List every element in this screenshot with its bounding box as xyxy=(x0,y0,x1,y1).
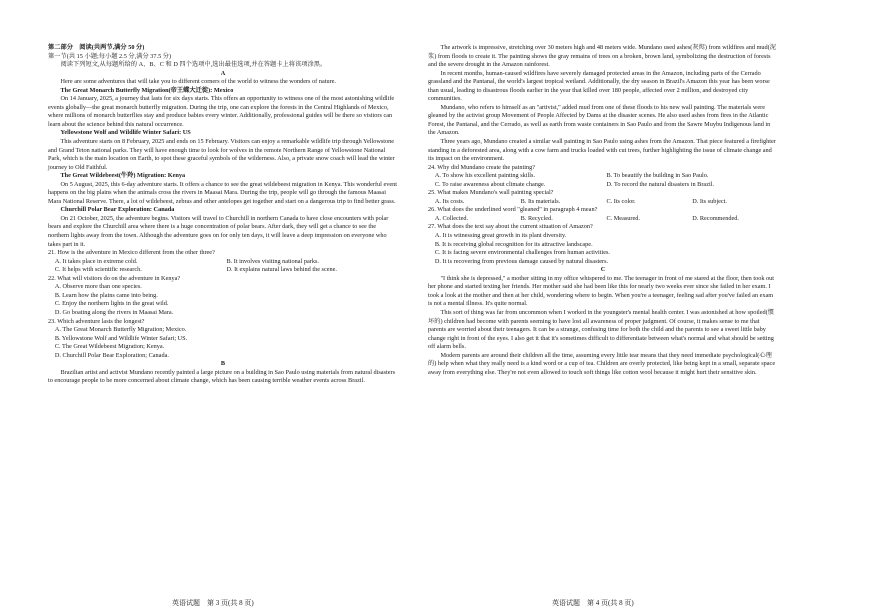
adventure-title-canada: Churchill Polar Bear Exploration: Canada xyxy=(60,206,175,214)
question-24-options xyxy=(428,172,778,181)
option: D. Churchill Polar Bear Exploration; Canada. xyxy=(54,351,169,359)
option: D. To record the natural disasters in Brazil. xyxy=(606,180,715,188)
option: B. Its materials. xyxy=(520,197,561,205)
passage-b-paragraph-2: The artwork is impressive, stretching over 30 meters high and 48 meters wide. Mundano used ashes(灰烬) from wildfires and mud(泥浆) from floods to create it. The painting shows the gray remains of trees on a broken, brown land, symbolizing the destruction of forests and the severe drought in the Amazon rainforest. xyxy=(428,44,777,69)
option: C. To raise awareness about climate change. xyxy=(434,180,546,188)
passage-b-letter: B xyxy=(220,360,226,368)
passage-c-paragraph-1: "I think she is depressed," a mother sitting in my office whispered to me. The teenager in front of me stared at the floor, then took out her phone and started texting her friends. Her mother said she had been like this for nearly two weeks ever since she failed in her exam. I took a look at the mother and then at her child, wondering where to begin. When you're a teenager, feeling sad after you've failed an exam is not a mental illness. It's quite normal. xyxy=(428,274,775,308)
passage-c-paragraph-3: Modern parents are around their children all the time, assuming every little tear means that they need immediate psychological(心理的) help when what they really need is a kind word or a cup of tea. Children are overly protected, like being kept in a small, separate space away from everything else. They're not even allowed to touch soft things like cotton wool because it might hurt their sensitive skin. xyxy=(428,351,776,376)
question-24-options xyxy=(428,181,778,190)
question-25-stem: 25. What makes Mundano's wall painting special? xyxy=(428,189,554,197)
question-26-options xyxy=(428,215,778,224)
option: C. The Great Wildebeest Migration; Kenya. xyxy=(54,343,165,351)
adventure-body-kenya: On 5 August, 2025, this 6-day adventure starts. It offers a chance to see the great wildebeest migration in Kenya. This wonderful event happens on the big plains when the animals cross the rivers in Maasai Mara. During the trip, people will go through the famous Maasai Mara National Reserve. There, a lot of wildebeest, zebras and other antelopes get together and start on a dangerous trip to find better grass. xyxy=(48,180,397,205)
page-footer-right: 英语试题 第 4 页(共 8 页) xyxy=(552,599,634,607)
question-26-stem: 26. What does the underlined word "gleaned" in paragraph 4 mean? xyxy=(428,206,598,214)
option: B. Learn how the plains came into being. xyxy=(54,291,158,299)
option: A. Observe more than one species. xyxy=(54,283,142,291)
question-24-stem: 24. Why did Mundano create the painting? xyxy=(428,163,535,171)
adventure-body-canada: On 21 October, 2025, the adventure begins. Visitors will travel to Churchill in northern Canada to have close encounters with polar bears and explore the Churchill area where there is a huge concentration of polar bears. After dark, they will get a chance to see the northern lights away from the town. Although the adventure goes on for only ten days, it will leave a deep impression on everyone who takes part in it. xyxy=(48,214,389,248)
option: C. Measured. xyxy=(606,214,640,222)
option: A. The Great Monarch Butterfly Migration; Mexico. xyxy=(54,326,187,334)
option: B. Recycled. xyxy=(520,214,553,222)
adventure-title-us: Yellowstone Wolf and Wildlife Winter Safari: US xyxy=(60,129,191,137)
part-title: 第二部分 阅读(共两节,满分 50 分) xyxy=(48,44,145,51)
passage-b-paragraph-5: Three years ago, Mundano created a similar wall painting in Sao Paulo using ashes from the Amazon. That piece featured a firefighter standing in a deforested area, along with a cow farm and trucks loaded with cut trees, further highlighting the issue of climate change and its impact on the environment. xyxy=(428,138,776,163)
adventure-title-mexico: The Great Monarch Butterfly Migration(帝王蝶大迁徙): Mexico xyxy=(60,86,234,94)
passage-a-intro: Here are some adventures that will take you to different corners of the world to witness the wonders of nature. xyxy=(60,78,336,86)
question-21-options xyxy=(48,258,398,267)
option: C. Enjoy the northern lights in the great wild. xyxy=(54,300,169,308)
passage-a-letter: A xyxy=(220,69,226,77)
option: D. It is recovering from previous damage caused by natural disasters. xyxy=(434,257,609,265)
option: C. It helps with scientific research. xyxy=(54,266,142,274)
adventure-body-mexico: On 14 January, 2025, a journey that lasts for six days starts. This offers an opportunity to witness one of the most astonishing wildlife events globally—the great monarch butterfly migration. During the trip, one can explore the forests in the Central Highlands of Mexico, where millions of monarch butterflies stay and produce babies every winter. Additionally, professional guides will be there so visitors can learn about the science behind this natural occurrence. xyxy=(48,95,395,128)
passage-b-paragraph-3: In recent months, human-caused wildfires have severely damaged protected areas in the Amazon, including parts of the Cerrado grassland and the Pantanal, the world's largest tropical wetland. Additionally, the dry season in Brazil's Amazon this year has been worse than usual, leading to disastrous floods earlier in the year that killed over 180 people, affected over 2 million, and destroyed city communities. xyxy=(428,69,770,103)
option: A. To show his excellent painting skills. xyxy=(434,172,536,180)
passage-c-paragraph-2: This sort of thing was far from uncommon when I worked in the youngster's mental health center. I was astonished at how spoiled(惯坏的) children had become with parents seeming to have lost all awareness of proper judgment. Of course, it makes sense to me that parents are worried about their teenagers. It can be a strange, confusing time for both the child and the parents to see a sweet little baby change right in front of the eyes. I also get it that it's sometimes difficult to differentiate between what's normal and what should be setting off alarm bells. xyxy=(428,308,775,351)
option: B. It is receiving global recognition for its attractive landscape. xyxy=(434,240,593,248)
section-title: 第一节(共 15 小题;每小题 2.5 分,满分 37.5 分) xyxy=(48,52,172,60)
option: D. It explains natural laws behind the scene. xyxy=(226,266,337,274)
question-21-stem: 21. How is the adventure in Mexico different from the other three? xyxy=(48,249,215,257)
instructions: 阅读下列短文,从每题所给的 A、B、C 和 D 四个选项中,选出最佳选项,并在答题卡上将该项涂黑。 xyxy=(60,61,327,69)
adventure-title-kenya: The Great Wildebeest(牛羚) Migration: Kenya xyxy=(60,172,186,180)
right-column xyxy=(428,44,778,377)
option: A. Collected. xyxy=(434,214,469,222)
option: A. It takes place in extreme cold. xyxy=(54,257,138,265)
left-column xyxy=(48,44,398,386)
question-22-stem: 22. What will visitors do on the adventure in Kenya? xyxy=(48,274,181,282)
passage-b-paragraph-4: Mundano, who refers to himself as an "artivist," added mud from one of these floods to his new wall painting. The materials were gleaned by the activist group Movement of People Affected by Dams at the disaster scenes. He also used ashes from fires in the Atlantic Forest, the Pantanal, and the Cerrado, as well as earth from waste containers in Sao Paulo and from the Sawre Muybu Indigenous land in the Amazon. xyxy=(428,103,771,137)
question-21-options xyxy=(48,266,398,275)
option: D. Its subject. xyxy=(692,197,727,205)
passage-b-paragraph-1: Brazilian artist and activist Mundano recently painted a large picture on a building in Sao Paulo using materials from natural disasters to encourage people to be more concerned about climate change, which has been causing terrible weather events across Brazil. xyxy=(48,368,396,385)
question-25-options xyxy=(428,198,778,207)
option: C. It is facing severe environmental challenges from human activities. xyxy=(434,249,610,257)
option: B. To beautify the building in Sao Paulo. xyxy=(606,172,709,180)
option: B. It involves visiting national parks. xyxy=(226,257,319,265)
option: D. Go boating along the rivers in Maasai Mara. xyxy=(54,308,174,316)
option: D. Recommended. xyxy=(692,214,739,222)
adventure-body-us: This adventure starts on 8 February, 2025 and ends on 15 February. Visitors can enjoy a remarkable wildlife trip through Yellowstone and Grand Teton national parks. They will have enough time to look for wolves in the remote Northern Range of Yellowstone National Park, which is the main location on Earth, to spot these graceful symbols of the wilderness. Also, a private snow coach will lead the winter journey to Old Faithful. xyxy=(48,138,395,171)
option: B. Yellowstone Wolf and Wildlife Winter Safari; US. xyxy=(54,334,188,342)
question-23-stem: 23. Which adventure lasts the longest? xyxy=(48,317,145,325)
option: C. Its color. xyxy=(606,197,636,205)
option: A. It is witnessing great growth in its plant diversity. xyxy=(434,232,567,240)
option: A. Its costs. xyxy=(434,197,465,205)
page-footer-left: 英语试题 第 3 页(共 8 页) xyxy=(172,599,254,607)
passage-c-letter: C xyxy=(600,266,606,274)
question-27-stem: 27. What does the text say about the current situation of Amazon? xyxy=(428,223,593,231)
